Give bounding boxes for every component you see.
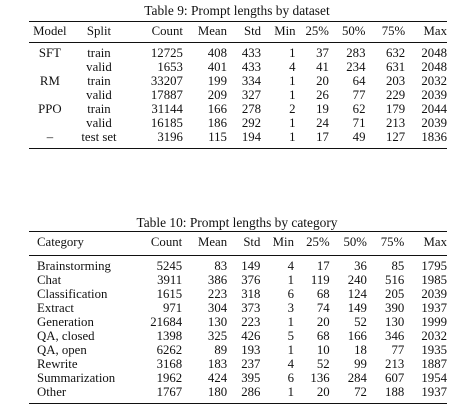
table-cell: 2048: [421, 60, 447, 74]
table-cell: 166: [347, 329, 367, 343]
table-cell: 1962: [156, 371, 183, 385]
table-cell: 31144: [151, 102, 183, 116]
table-cell: 1: [289, 46, 296, 60]
table9-header: Count: [151, 24, 183, 38]
table-cell: 1887: [421, 357, 447, 371]
table9-caption: Table 9: Prompt lengths by dataset: [144, 3, 330, 18]
table-cell: 2044: [421, 102, 447, 116]
table-cell: 1985: [421, 273, 447, 287]
table-cell: 1: [287, 273, 294, 287]
table-cell: 2039: [421, 116, 447, 130]
table-cell: 2039: [421, 88, 447, 102]
table-cell: 20: [316, 315, 330, 329]
table10-header: Min: [272, 235, 294, 249]
table-row: [29, 371, 447, 385]
table-cell: 376: [241, 273, 261, 287]
table-cell: 971: [162, 301, 183, 315]
table-cell: 1937: [421, 385, 447, 399]
table-row: [29, 116, 447, 130]
table10-header-row: [29, 232, 447, 256]
table-cell: 1: [289, 130, 296, 144]
table-cell: 223: [207, 287, 228, 301]
table-cell: 68: [316, 287, 330, 301]
table-cell: 304: [207, 301, 228, 315]
table-cell: Generation: [37, 315, 94, 329]
table-cell: 3911: [157, 273, 183, 287]
table-cell: 186: [207, 116, 227, 130]
table-cell: [29, 88, 71, 102]
table-cell: 74: [316, 301, 330, 315]
table-cell: 237: [241, 357, 261, 371]
table-cell: 213: [385, 116, 406, 130]
table10-header: Std: [243, 235, 261, 249]
table-cell: 6262: [156, 343, 183, 357]
table-cell: 194: [241, 130, 262, 144]
table-cell: 223: [241, 315, 261, 329]
table-cell: 149: [347, 301, 367, 315]
table-cell: 72: [354, 385, 367, 399]
table-cell: 62: [352, 102, 366, 116]
table-cell: 16185: [150, 116, 183, 130]
table-cell: 83: [214, 259, 228, 273]
table-cell: 286: [241, 385, 261, 399]
table-cell: 179: [385, 102, 406, 116]
table-row: [29, 60, 447, 74]
table-cell: 426: [241, 329, 261, 343]
table9-header: Mean: [197, 24, 227, 38]
table9-header-row: [29, 22, 447, 43]
table-row: [29, 130, 447, 149]
table-row: [29, 287, 447, 301]
table-cell: Summarization: [37, 371, 116, 385]
table-cell: 17: [316, 130, 329, 144]
table9-header: 25%: [305, 24, 329, 38]
table-cell: 390: [385, 301, 405, 315]
table9-header: 75%: [381, 24, 406, 38]
table9-header: Max: [423, 24, 447, 38]
table-cell: 203: [385, 74, 406, 88]
table-cell: 209: [207, 88, 227, 102]
table-cell: 3168: [156, 357, 183, 371]
table-cell: 278: [241, 102, 262, 116]
table9-header: 50%: [342, 24, 366, 38]
table-cell: –: [46, 130, 54, 144]
table-cell: train: [87, 74, 111, 88]
table-cell: 77: [391, 343, 405, 357]
table10-header: Count: [150, 235, 183, 249]
table-cell: 20: [316, 385, 330, 399]
table-row: [29, 357, 447, 371]
table-cell: 1653: [157, 60, 183, 74]
table-cell: 327: [241, 88, 262, 102]
table-cell: 1: [289, 88, 296, 102]
table-cell: 17887: [150, 88, 183, 102]
table-cell: 386: [207, 273, 228, 287]
table-cell: 10: [316, 343, 330, 357]
table10: [29, 231, 447, 404]
table-cell: QA, open: [37, 343, 87, 357]
table-cell: 632: [385, 46, 406, 60]
table-cell: 1: [287, 315, 294, 329]
table-cell: 17: [316, 259, 330, 273]
table-cell: 1836: [421, 130, 447, 144]
table-cell: 19: [316, 102, 329, 116]
table-cell: 33207: [150, 74, 183, 88]
table-cell: 1954: [421, 371, 447, 385]
table-cell: 1: [289, 116, 296, 130]
table-cell: 1: [287, 343, 294, 357]
table-cell: QA, closed: [37, 329, 95, 343]
table-cell: 433: [241, 46, 262, 60]
table-cell: 607: [385, 371, 405, 385]
table-cell: 99: [354, 357, 367, 371]
table-cell: 41: [316, 60, 329, 74]
table10-body: [29, 256, 447, 404]
table-cell: 1935: [421, 343, 447, 357]
table-cell: 292: [241, 116, 262, 130]
table-cell: 85: [391, 259, 405, 273]
table-cell: 1767: [156, 385, 183, 399]
table-row: [29, 102, 447, 116]
table-cell: valid: [86, 116, 112, 130]
table-cell: 346: [385, 329, 405, 343]
table-cell: Extract: [37, 301, 74, 315]
table-cell: 2032: [421, 74, 447, 88]
table-cell: 4: [287, 357, 294, 371]
table-cell: [29, 60, 71, 74]
table-cell: 193: [241, 343, 261, 357]
table-cell: test set: [81, 130, 117, 144]
table-cell: 5245: [156, 259, 183, 273]
table-cell: train: [87, 46, 111, 60]
table-cell: 3: [287, 301, 294, 315]
table-cell: 4: [287, 259, 294, 273]
table-cell: 284: [347, 371, 367, 385]
table-row: [29, 273, 447, 287]
table-row: [29, 74, 447, 88]
table-cell: 52: [316, 357, 330, 371]
table-row: [29, 315, 447, 329]
table-cell: 71: [352, 116, 366, 130]
table-cell: 12725: [150, 46, 183, 60]
table-cell: 24: [316, 116, 329, 130]
table-cell: 516: [385, 273, 405, 287]
table-cell: 3196: [157, 130, 183, 144]
table10-header: 50%: [343, 235, 367, 249]
table-row: [29, 343, 447, 357]
table-cell: 18: [354, 343, 367, 357]
table10-header: 25%: [306, 235, 330, 249]
table-cell: 234: [346, 60, 366, 74]
table9-header: Std: [243, 24, 262, 38]
table-cell: 89: [214, 343, 228, 357]
table-row: [29, 301, 447, 315]
table-cell: Rewrite: [37, 357, 78, 371]
table-row: [29, 88, 447, 102]
table9-header: Split: [86, 24, 112, 38]
table-cell: 119: [310, 273, 330, 287]
table-cell: 2048: [421, 46, 447, 60]
table-row: [29, 43, 447, 61]
table-cell: valid: [86, 60, 112, 74]
table-cell: 20: [316, 74, 329, 88]
table-cell: 283: [346, 46, 366, 60]
table10-header: Max: [423, 235, 447, 249]
table-cell: 2: [289, 102, 296, 116]
table-cell: 334: [241, 74, 262, 88]
table-cell: 1937: [421, 301, 447, 315]
table-row: [29, 256, 447, 274]
table-cell: 1: [289, 74, 296, 88]
table-cell: 631: [385, 60, 406, 74]
table-cell: [29, 116, 71, 130]
table-cell: 127: [385, 130, 406, 144]
table-cell: 26: [316, 88, 329, 102]
table-cell: 205: [385, 287, 405, 301]
table-cell: 4: [289, 60, 296, 74]
table-cell: 395: [241, 371, 261, 385]
table10-caption: Table 10: Prompt lengths by category: [136, 215, 338, 230]
table9: [29, 21, 447, 149]
table10-header: 75%: [380, 235, 405, 249]
table-cell: 1615: [156, 287, 183, 301]
table-cell: 5: [287, 329, 294, 343]
table-cell: Chat: [37, 273, 62, 287]
table-cell: 37: [316, 46, 329, 60]
table-cell: 433: [241, 60, 262, 74]
table-cell: 6: [287, 371, 294, 385]
table-cell: train: [87, 102, 111, 116]
table-cell: 213: [385, 357, 405, 371]
table-cell: SFT: [38, 46, 61, 60]
table-cell: 229: [385, 88, 406, 102]
table-cell: 52: [354, 315, 367, 329]
table-cell: 188: [385, 385, 405, 399]
table-cell: 124: [347, 287, 367, 301]
table-cell: 36: [354, 259, 367, 273]
table-cell: 49: [352, 130, 366, 144]
table-cell: 130: [385, 315, 405, 329]
table-cell: 1795: [421, 259, 447, 273]
table-cell: 130: [207, 315, 228, 329]
table-cell: PPO: [38, 102, 62, 116]
table-cell: 325: [207, 329, 228, 343]
table-cell: 1: [287, 385, 294, 399]
table-cell: valid: [86, 88, 112, 102]
table-cell: 240: [347, 273, 367, 287]
table-cell: 183: [207, 357, 228, 371]
table-cell: 2039: [421, 287, 447, 301]
table-cell: 373: [241, 301, 261, 315]
table-cell: 115: [208, 130, 227, 144]
table10-header: Mean: [197, 235, 228, 249]
table10-header: Category: [37, 235, 84, 249]
table-cell: Classification: [37, 287, 108, 301]
table-cell: 318: [241, 287, 261, 301]
table-cell: 6: [287, 287, 294, 301]
table-cell: 149: [241, 259, 261, 273]
table-cell: 401: [207, 60, 227, 74]
table-cell: 166: [207, 102, 227, 116]
table-cell: 180: [207, 385, 228, 399]
table-cell: Other: [37, 385, 67, 399]
table-cell: Brainstorming: [37, 259, 111, 273]
table9-header: Model: [33, 24, 67, 38]
table-cell: 199: [207, 74, 227, 88]
table-row: [29, 329, 447, 343]
table-cell: 2032: [421, 329, 447, 343]
table-cell: RM: [39, 74, 60, 88]
table-cell: 136: [310, 371, 330, 385]
table-cell: 77: [352, 88, 366, 102]
table-cell: 424: [207, 371, 228, 385]
table-row: [29, 385, 447, 404]
table-cell: 68: [316, 329, 330, 343]
table-cell: 1398: [156, 329, 183, 343]
table9-body: [29, 43, 447, 149]
table-cell: 21684: [150, 315, 183, 329]
table-cell: 408: [207, 46, 227, 60]
table9-header: Min: [274, 24, 296, 38]
table-cell: 64: [352, 74, 366, 88]
table-cell: 1999: [421, 315, 447, 329]
